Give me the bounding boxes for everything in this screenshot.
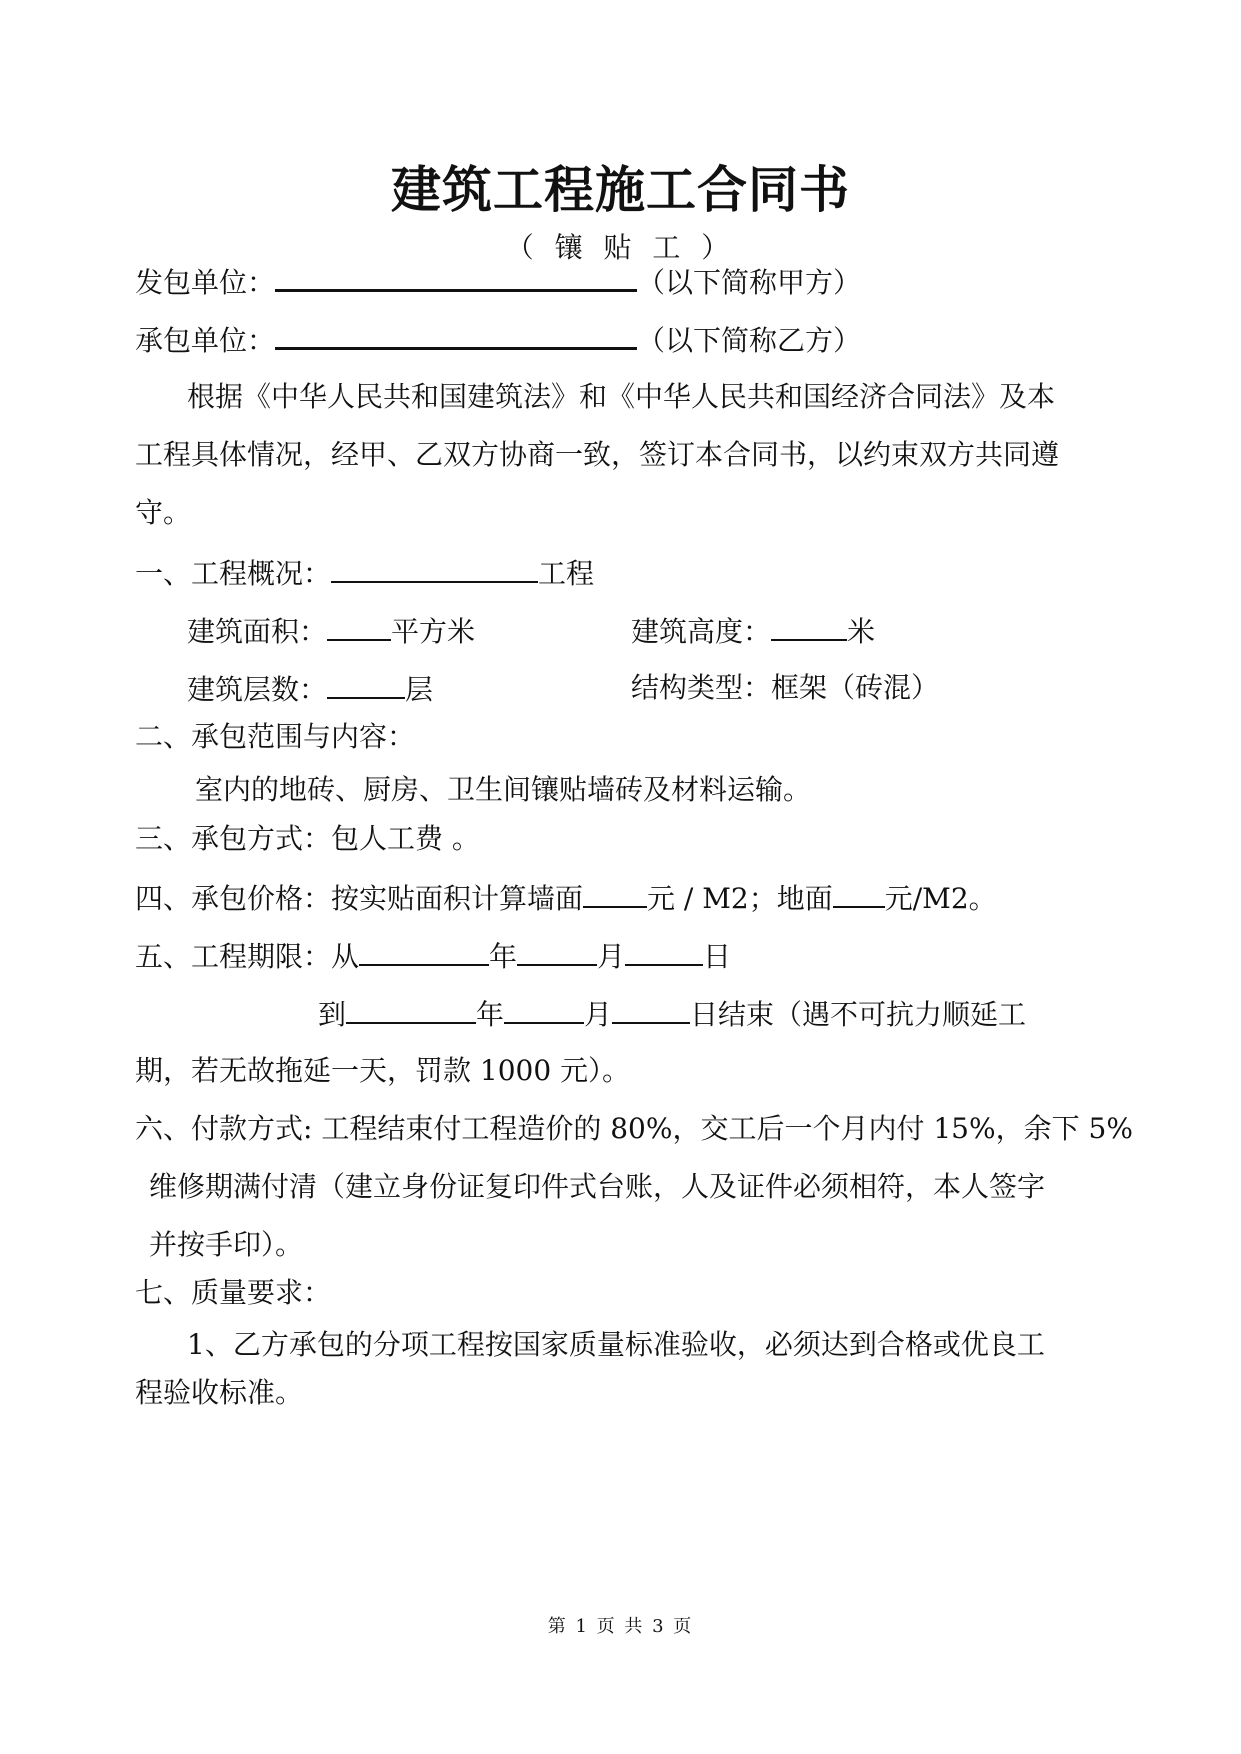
- section-7-item-1-line-2: 程验收标准。: [135, 1376, 304, 1409]
- section-1-label: 一、工程概况：: [135, 557, 332, 590]
- section-3: 三、承包方式：包人工费 。: [135, 822, 480, 855]
- preamble-line-2: 工程具体情况，经甲、乙双方协商一致，签订本合同书，以约束双方共同遵: [135, 438, 1060, 471]
- end-month-label: 月: [584, 998, 613, 1031]
- area-label: 建筑面积：: [187, 615, 328, 648]
- preamble-line-3: 守。: [135, 496, 192, 529]
- section-6-line-3: 并按手印）。: [149, 1228, 304, 1261]
- party-b-line: [135, 321, 861, 358]
- section-6-line-1: 六、付款方式: 工程结束付工程造价的 80%，交工后一个月内付 15%，余下 5%: [135, 1112, 1133, 1145]
- document-title: 建筑工程施工合同书: [391, 160, 850, 219]
- section-7-heading: 七、质量要求：: [135, 1276, 332, 1309]
- start-year-blank[interactable]: [359, 938, 489, 966]
- preamble-line-1: 根据《中华人民共和国建筑法》和《中华人民共和国经济合同法》及本: [187, 380, 1056, 413]
- section-5-line-3: 期，若无故拖延一天，罚款 1000 元）。: [135, 1054, 631, 1087]
- floors-blank[interactable]: [327, 671, 405, 699]
- height-unit: 米: [847, 615, 876, 648]
- section-5-start: [135, 938, 731, 974]
- start-year-label: 年: [489, 940, 518, 973]
- start-day-label: 日: [703, 940, 732, 973]
- section-4-prefix: 四、承包价格：按实贴面积计算墙面: [135, 882, 584, 915]
- end-suffix: 日结束（遇不可抗力顺延工: [690, 998, 1027, 1031]
- structure-line: 结构类型：框架（砖混）: [631, 671, 940, 704]
- party-b-suffix: （以下简称乙方）: [637, 324, 862, 357]
- end-year-label: 年: [476, 998, 505, 1031]
- section-5-heading: 五、工程期限：从: [135, 940, 360, 973]
- party-a-line: [135, 263, 861, 300]
- section-2-heading: 二、承包范围与内容：: [135, 720, 416, 753]
- height-line: [631, 613, 875, 649]
- party-b-label: 承包单位：: [135, 324, 276, 357]
- start-day-blank[interactable]: [625, 938, 703, 966]
- floors-label: 建筑层数：: [187, 673, 328, 706]
- section-4-floor-unit: 元/M2。: [884, 882, 997, 915]
- party-a-suffix: （以下简称甲方）: [637, 266, 862, 299]
- end-to-label: 到: [318, 998, 347, 1031]
- height-blank[interactable]: [771, 613, 847, 641]
- start-month-label: 月: [597, 940, 626, 973]
- end-day-blank[interactable]: [612, 996, 690, 1024]
- wall-price-blank[interactable]: [583, 880, 647, 908]
- party-b-blank[interactable]: [275, 321, 637, 350]
- section-5-end: [318, 996, 1026, 1032]
- floor-price-blank[interactable]: [833, 880, 885, 908]
- area-unit: 平方米: [391, 615, 476, 648]
- area-line: [187, 613, 475, 649]
- section-2-content: 室内的地砖、厨房、卫生间镶贴墙砖及材料运输。: [195, 773, 812, 806]
- party-a-label: 发包单位：: [135, 266, 276, 299]
- section-4-wall-unit: 元 / M2；地面: [647, 882, 833, 915]
- section-4: [135, 880, 997, 916]
- party-a-blank[interactable]: [275, 263, 637, 292]
- section-1-suffix: 工程: [538, 557, 595, 590]
- document-subtitle: （ 镶 贴 工 ）: [505, 231, 736, 264]
- project-name-blank[interactable]: [331, 555, 538, 583]
- height-label: 建筑高度：: [631, 615, 772, 648]
- floors-unit: 层: [405, 673, 434, 706]
- end-year-blank[interactable]: [346, 996, 476, 1024]
- section-6-line-2: 维修期满付清（建立身份证复印件式台账，人及证件必须相符，本人签字: [149, 1170, 1046, 1203]
- area-blank[interactable]: [327, 613, 391, 641]
- end-month-blank[interactable]: [504, 996, 584, 1024]
- section-7-item-1-line-1: 1、乙方承包的分项工程按国家质量标准验收，必须达到合格或优良工: [187, 1328, 1045, 1361]
- page-footer: 第 1 页 共 3 页: [547, 1616, 694, 1637]
- section-1-heading: [135, 555, 594, 591]
- floors-line: [187, 671, 433, 707]
- start-month-blank[interactable]: [517, 938, 597, 966]
